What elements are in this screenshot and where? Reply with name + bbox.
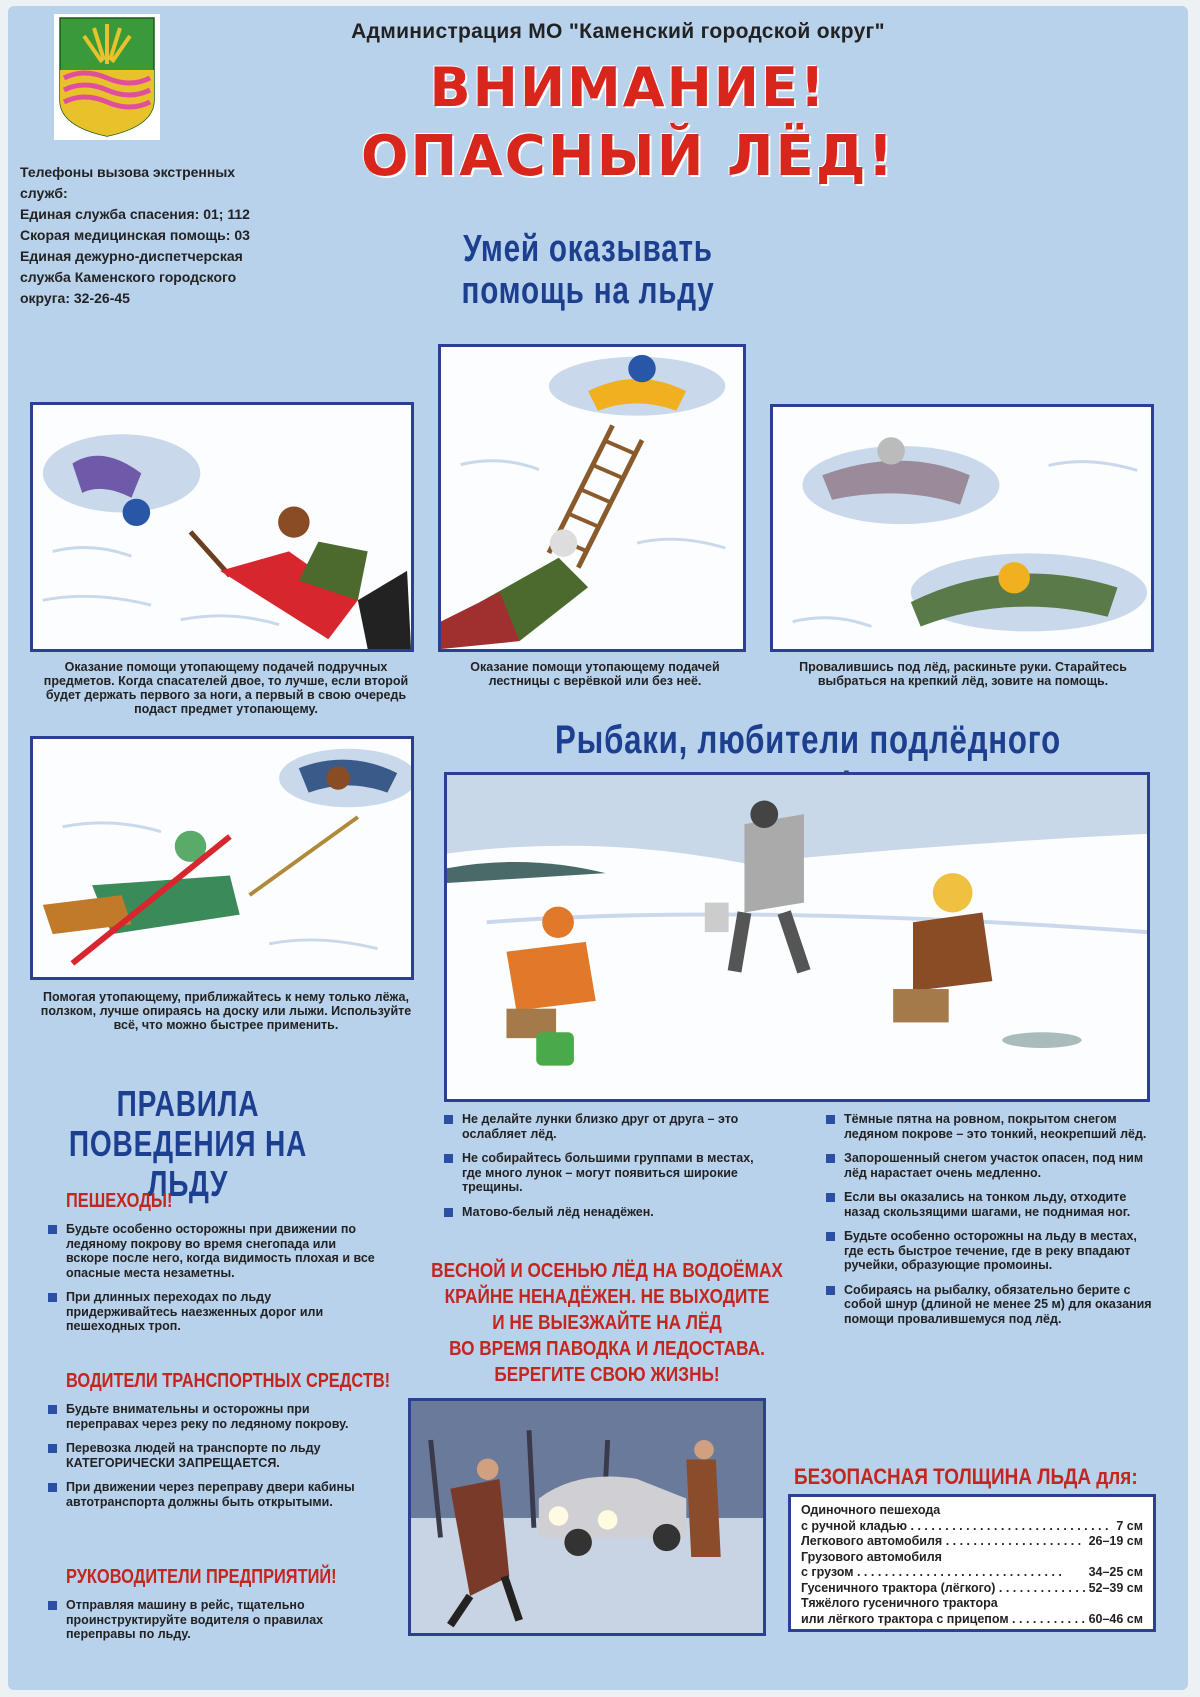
thickness-row: Гусеничного трактора (лёгкого) . . . 52–39 см bbox=[801, 1581, 1143, 1597]
managers-rules bbox=[48, 1598, 378, 1652]
caption-stick-rescue: Оказание помощи утопающему подачей подручных предметов. Когда спасателей двое, то лучше, если второй будет держать первого за ноги, а первый в свою очередь подаст предмет утопающему. bbox=[43, 660, 409, 716]
illustration-car-crossing bbox=[408, 1398, 766, 1636]
ice-thickness-title: БЕЗОПАСНАЯ ТОЛЩИНА ЛЬДА для: bbox=[794, 1464, 1138, 1489]
poster bbox=[8, 6, 1188, 1690]
rule-item: Отправляя машину в рейс, тщательно проинструктируйте водителя о правилах переправы по льду. bbox=[48, 1598, 378, 1642]
bullet-icon bbox=[48, 1444, 57, 1453]
bullet-icon bbox=[48, 1483, 57, 1492]
illustration-ladder-rescue bbox=[438, 344, 746, 652]
fishing-tip: Не собирайтесь большими группами в местах, где много лунок – могут появиться широкие трещины. bbox=[444, 1151, 774, 1195]
illustration-stick-rescue bbox=[30, 402, 414, 652]
bullet-icon bbox=[48, 1225, 57, 1234]
help-section-title: Умей оказывать помощь на льду bbox=[461, 228, 715, 312]
title-dangerous-ice: ОПАСНЫЙ ЛЁД! bbox=[360, 124, 896, 189]
caption-self-rescue: Провалившись под лёд, раскиньте руки. Старайтесь выбраться на крепкий лёд, зовите на помощь. bbox=[799, 660, 1127, 688]
thickness-row: Легкового автомобиля . . . 26–19 см bbox=[801, 1534, 1143, 1550]
fishing-tip: Матово-белый лёд ненадёжен. bbox=[444, 1205, 774, 1220]
drivers-rules bbox=[48, 1402, 378, 1519]
bullet-icon bbox=[826, 1154, 835, 1163]
fishing-tip: Если вы оказались на тонком льду, отходите назад скользящими шагами, не поднимая ног. bbox=[826, 1190, 1156, 1219]
pedestrians-rules bbox=[48, 1222, 378, 1344]
thickness-row: Тяжёлого гусеничного трактора bbox=[801, 1596, 998, 1610]
pedestrians-heading: ПЕШЕХОДЫ! bbox=[66, 1190, 173, 1212]
bullet-icon bbox=[444, 1115, 453, 1124]
thickness-row: с грузом . . . 34–25 см bbox=[801, 1565, 1143, 1581]
thickness-row: или лёгкого трактора с прицепом . . . 60–46 см bbox=[801, 1612, 1143, 1628]
drivers-heading: ВОДИТЕЛИ ТРАНСПОРТНЫХ СРЕДСТВ! bbox=[66, 1370, 391, 1392]
managers-heading: РУКОВОДИТЕЛИ ПРЕДПРИЯТИЙ! bbox=[66, 1566, 337, 1588]
caption-ski-pole-rescue: Помогая утопающему, приближайтесь к нему только лёжа, ползком, лучше опираясь на доску или лыжи. Используйте всё, что можно быстрее применить. bbox=[40, 990, 412, 1032]
rule-item: Перевозка людей на транспорте по льду КАТЕГОРИЧЕСКИ ЗАПРЕЩАЕТСЯ. bbox=[48, 1441, 378, 1470]
thickness-row: Одиночного пешехода bbox=[801, 1503, 941, 1517]
thickness-row: с ручной кладью . . . 7 см bbox=[801, 1519, 1143, 1535]
illustration-self-rescue bbox=[770, 404, 1154, 652]
caption-ladder-rescue: Оказание помощи утопающему подачей лестницы с верёвкой или без неё. bbox=[470, 660, 720, 688]
bullet-icon bbox=[826, 1193, 835, 1202]
rules-title: ПРАВИЛА ПОВЕДЕНИЯ НА ЛЬДУ bbox=[68, 1083, 308, 1204]
rule-item: Будьте внимательны и осторожны при переправах через реку по ледяному покрову. bbox=[48, 1402, 378, 1431]
fishing-tips-right bbox=[826, 1112, 1156, 1336]
rule-item: При движении через переправу двери кабины автотранспорта должны быть открытыми. bbox=[48, 1480, 378, 1509]
fishing-tip: Собираясь на рыбалку, обязательно берите с собой шнур (длиной не менее 25 м) для оказания помощи провалившемуся под лёд. bbox=[826, 1283, 1156, 1327]
bullet-icon bbox=[826, 1286, 835, 1295]
bullet-icon bbox=[444, 1154, 453, 1163]
seasonal-warning: ВЕСНОЙ И ОСЕНЬЮ ЛЁД НА ВОДОЁМАХ КРАЙНЕ НЕНАДЁЖЕН. НЕ ВЫХОДИТЕ И НЕ ВЫЕЗЖАЙТЕ НА ЛЁД ВО ВРЕМЯ ПАВОДКА И ЛЕДОСТАВА. БЕРЕГИТЕ СВОЮ ЖИЗНЬ! bbox=[431, 1260, 783, 1386]
emergency-phones: Телефоны вызова экстренных служб: Единая служба спасения: 01; 112 Скорая медицинская помощь: 03 Единая дежурно-диспетчерская служба Каменского городского округа: 32-26-45 bbox=[20, 164, 250, 306]
bullet-icon bbox=[826, 1115, 835, 1124]
title-attention: ВНИМАНИЕ! bbox=[429, 56, 827, 119]
rule-item: Будьте особенно осторожны при движении по ледяному покрову во время снегопада или вскоре после него, когда видимость плохая и все опасные места незаметны. bbox=[48, 1222, 378, 1280]
coat-of-arms-logo bbox=[54, 14, 160, 140]
bullet-icon bbox=[48, 1601, 57, 1610]
bullet-icon bbox=[826, 1232, 835, 1241]
fishing-tip: Запорошенный снегом участок опасен, под ним лёд нарастает очень медленно. bbox=[826, 1151, 1156, 1180]
bullet-icon bbox=[444, 1208, 453, 1217]
fishing-tip: Будьте особенно осторожны на льду в местах, где есть быстрое течение, где в реку впадают ручейки, образующие промоины. bbox=[826, 1229, 1156, 1273]
ice-thickness-table bbox=[788, 1494, 1156, 1632]
fishing-tip: Не делайте лунки близко друг от друга – это ослабляет лёд. bbox=[444, 1112, 774, 1141]
administration-title: Администрация МО "Каменский городской округ" bbox=[351, 20, 885, 43]
illustration-ski-pole-rescue bbox=[30, 736, 414, 980]
fishing-tips-left bbox=[444, 1112, 774, 1229]
thickness-row: Грузового автомобиля bbox=[801, 1549, 942, 1564]
bullet-icon bbox=[48, 1405, 57, 1414]
fishing-tip: Тёмные пятна на ровном, покрытом снегом ледяном покрове – это тонкий, неокрепший лёд. bbox=[826, 1112, 1156, 1141]
bullet-icon bbox=[48, 1293, 57, 1302]
rule-item: При длинных переходах по льду придерживайтесь наезженных дорог или пешеходных троп. bbox=[48, 1290, 378, 1334]
fishermen-title: Рыбаки, любители подлёдного bbox=[555, 718, 1061, 762]
illustration-ice-fishing bbox=[444, 772, 1150, 1102]
